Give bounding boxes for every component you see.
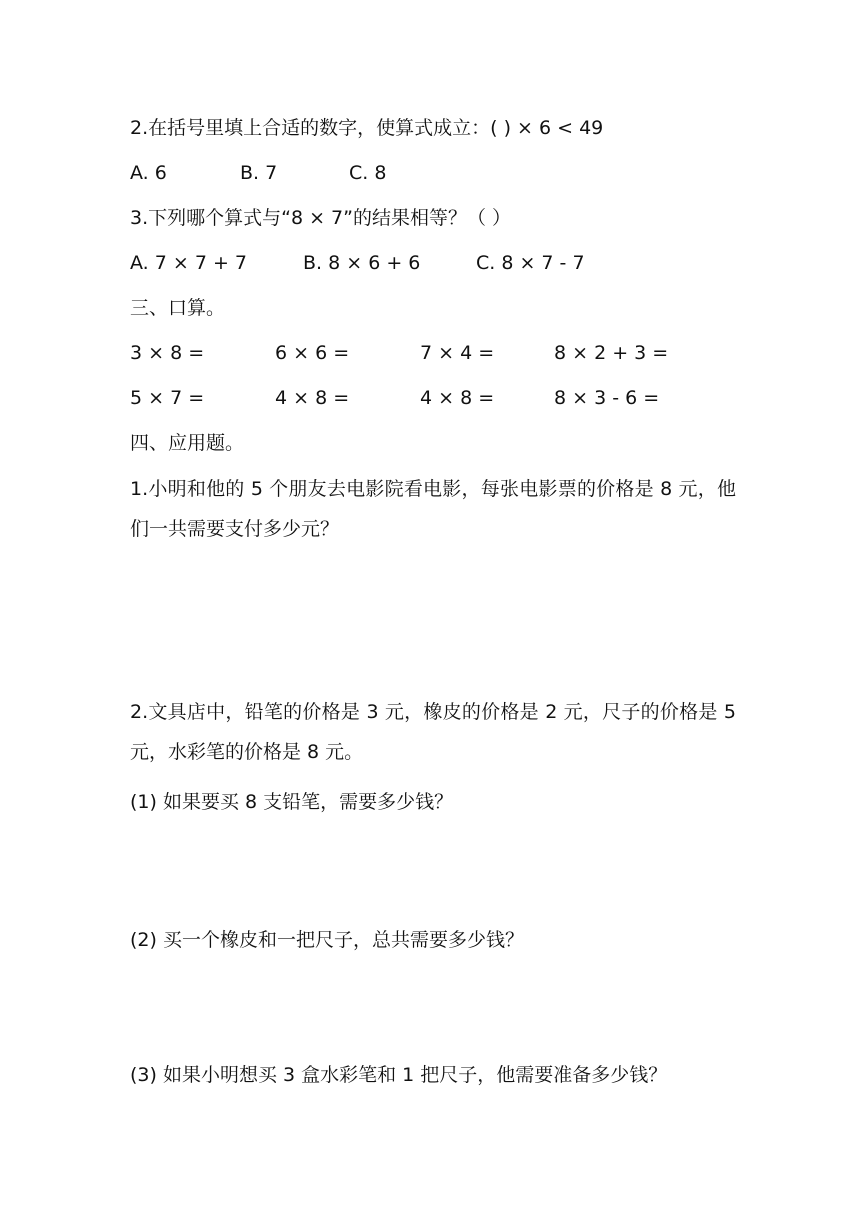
mental-calc-item: 8 × 2 + 3 =: [554, 342, 669, 364]
mental-calc-item: 5 × 7 =: [130, 387, 205, 409]
mental-calc-item: 7 × 4 =: [420, 342, 495, 364]
question-3-option-a: A. 7 × 7 + 7: [130, 252, 248, 274]
mental-calc-item: 3 × 8 =: [130, 342, 205, 364]
word-problem-2-stem: 2.文具店中，铅笔的价格是 3 元，橡皮的价格是 2 元，尺子的价格是 5 元，水彩笔的价格是 8 元。: [130, 701, 736, 763]
word-problem-1: 1.小明和他的 5 个朋友去电影院看电影，每张电影票的价格是 8 元，他们一共需要支付多少元？: [130, 478, 736, 540]
question-2-option-b: B. 7: [240, 162, 278, 184]
question-2-stem: 2.在括号里填上合适的数字，使算式成立：( ) × 6 < 49: [130, 117, 604, 139]
mental-calc-item: 4 × 8 =: [420, 387, 495, 409]
mental-calc-item: 4 × 8 =: [275, 387, 350, 409]
section-4-heading: 四、应用题。: [130, 432, 245, 454]
question-3-stem: 3.下列哪个算式与“8 × 7”的结果相等？（ ）: [130, 207, 512, 229]
mental-calc-item: 8 × 3 - 6 =: [554, 387, 660, 409]
question-3-option-c: C. 8 × 7 - 7: [476, 252, 585, 274]
question-2-option-a: A. 6: [130, 162, 167, 184]
word-problem-2-sub-3: (3) 如果小明想买 3 盒水彩笔和 1 把尺子，他需要准备多少钱？: [130, 1064, 668, 1086]
mental-calc-item: 6 × 6 =: [275, 342, 350, 364]
section-3-heading: 三、口算。: [130, 297, 226, 319]
question-3-option-b: B. 8 × 6 + 6: [303, 252, 421, 274]
question-2-option-c: C. 8: [349, 162, 387, 184]
word-problem-2-sub-1: (1) 如果要买 8 支铅笔，需要多少钱？: [130, 791, 454, 813]
word-problem-2-sub-2: (2) 买一个橡皮和一把尺子，总共需要多少钱？: [130, 929, 524, 951]
